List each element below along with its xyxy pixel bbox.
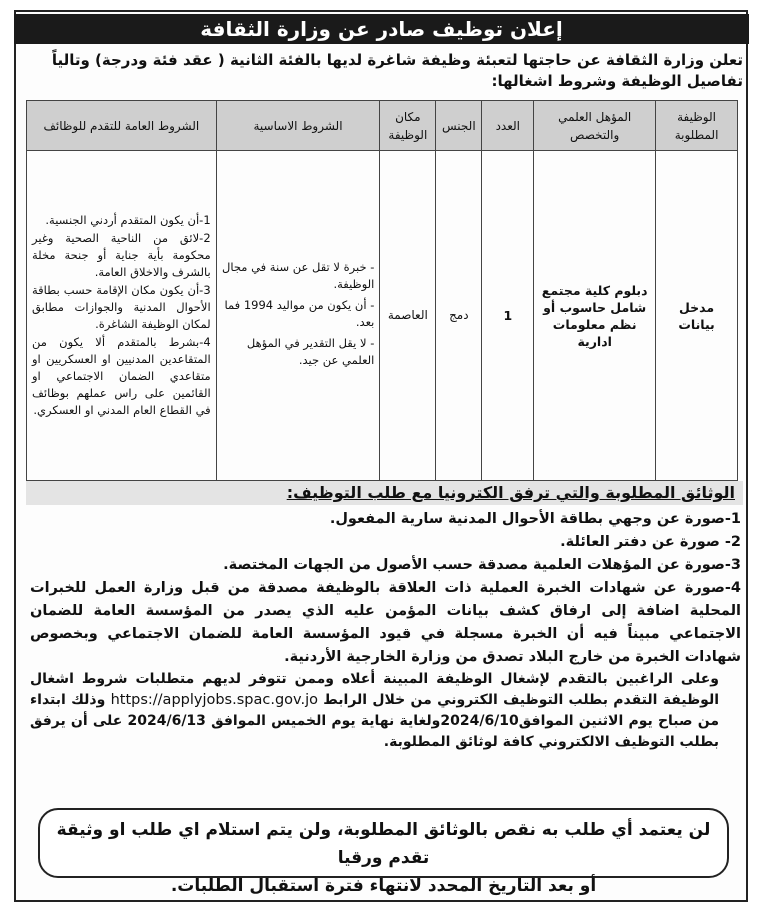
intro-paragraph: تعلن وزارة الثقافة عن حاجتها لتعبئة وظيفة شاغرة لديها بالفئة الثانية ( عقد فئة ودرجة) وتالياً تفاصيل الوظيفة وشروط اشغالها: (51, 51, 743, 90)
warning-notice-box (38, 808, 729, 896)
general-condition-item: 1-أن يكون المتقدم أردني الجنسية. (45, 212, 211, 227)
table-header-row (27, 101, 738, 151)
cell-basic-conditions (216, 151, 380, 481)
general-condition-item: 4-بشرط بالمتقدم ألا يكون من المتقاعدين المدنيين او العسكريين او متقاعدي الضمان الاجتماعي او القائمين على راس عملهم بوظائف في القطاع العام المدني او العسكري. (32, 334, 211, 417)
instructions-text: وعلى الراغبين بالتقدم لإشغال الوظيفة المبينة أعلاه وممن تتوفر لديهم متطلبات شروط اشغال الوظيفة التقدم بطلب التوظيف الكتروني من خلال الرابط (30, 671, 720, 708)
jobs-table (26, 100, 738, 481)
cell-general-conditions (27, 151, 217, 481)
documents-section (30, 508, 741, 753)
general-condition-item: 2-لائق من الناحية الصحية وغير محكومة بأية جناية أو جنحة مخلة بالشرف والاخلاق العامة. (32, 230, 211, 279)
header-basic-conditions: الشروط الاساسية (216, 101, 380, 151)
cell-count: 1 (482, 151, 534, 481)
table-row (27, 151, 738, 481)
header-job: الوظيفة المطلوبة (656, 101, 738, 151)
page-title: إعلان توظيف صادر عن وزارة الثقافة (14, 14, 749, 44)
document-item: 4-صورة عن شهادات الخبرة العملية ذات العلاقة بالوظيفة مصدقة من قبل وزارة العمل للخبرات المحلية اضافة إلى ارفاق كشف بيانات المؤمن عليه الذي يصدر من المؤسسة العامة للضمان الاجتماعي مبيناً فيه أن الخبرة مسجلة في قيود المؤسسة العامة للضمان الاجتماعي وبخصوص شهادات الخبرة من خارج البلاد تصدق من وزارة الخارجية الأردنية. (30, 580, 741, 665)
header-location: مكان الوظيفة (380, 101, 436, 151)
document-item: 1-صورة عن وجهي بطاقة الأحوال المدنية سارية المفعول. (329, 511, 741, 527)
header-count: العدد (482, 101, 534, 151)
cell-job: مدخل بيانات (656, 151, 738, 481)
header-general-conditions: الشروط العامة للتقدم للوظائف (27, 101, 217, 151)
basic-condition-item: - أن يكون من مواليد 1994 فما بعد. (224, 297, 375, 329)
document-item: 3-صورة عن المؤهلات العلمية مصدقة حسب الأصول من الجهات المختصة. (223, 557, 741, 573)
header-sex: الجنس (436, 101, 482, 151)
header-qualification: المؤهل العلمي والتخصص (534, 101, 656, 151)
notice-line: أو بعد التاريخ المحدد لانتهاء فترة استقبال الطلبات. (170, 876, 597, 896)
cell-sex: دمج (436, 151, 482, 481)
documents-heading: الوثائق المطلوبة والتي ترفق الكترونيا مع طلب التوظيف: (26, 481, 743, 505)
notice-line: لن يعتمد أي طلب به نقص بالوثائق المطلوبة، ولن يتم استلام اي طلب او وثيقة تقدم ورقيا (56, 820, 711, 868)
basic-condition-item: - خبرة لا تقل عن سنة في مجال الوظيفة. (221, 259, 375, 291)
general-condition-item: 3-أن يكون مكان الإقامة حسب بطاقة الأحوال المدنية والجوازات مطابق لمكان الوظيفة الشاغرة. (32, 282, 211, 331)
cell-qualification: دبلوم كلية مجتمع شامل حاسوب أو نظم معلومات ادارية (534, 151, 656, 481)
document-item: 2- صورة عن دفتر العائلة. (560, 534, 741, 550)
instructions-dates: وذلك ابتداء من صباح يوم الاثنين الموافق2024/6/10ولغاية نهاية يوم الخميس الموافق 2024/6/13 على أن يرفق بطلب التوظيف الالكتروني كافة لوثائق المطلوبة. (30, 692, 719, 750)
basic-condition-item: - لا يقل التقدير في المؤهل العلمي عن جيد. (246, 335, 375, 367)
cell-location: العاصمة (380, 151, 436, 481)
application-link[interactable]: https://applyjobs.spac.gov.jo (110, 692, 318, 708)
application-instructions (30, 669, 741, 753)
